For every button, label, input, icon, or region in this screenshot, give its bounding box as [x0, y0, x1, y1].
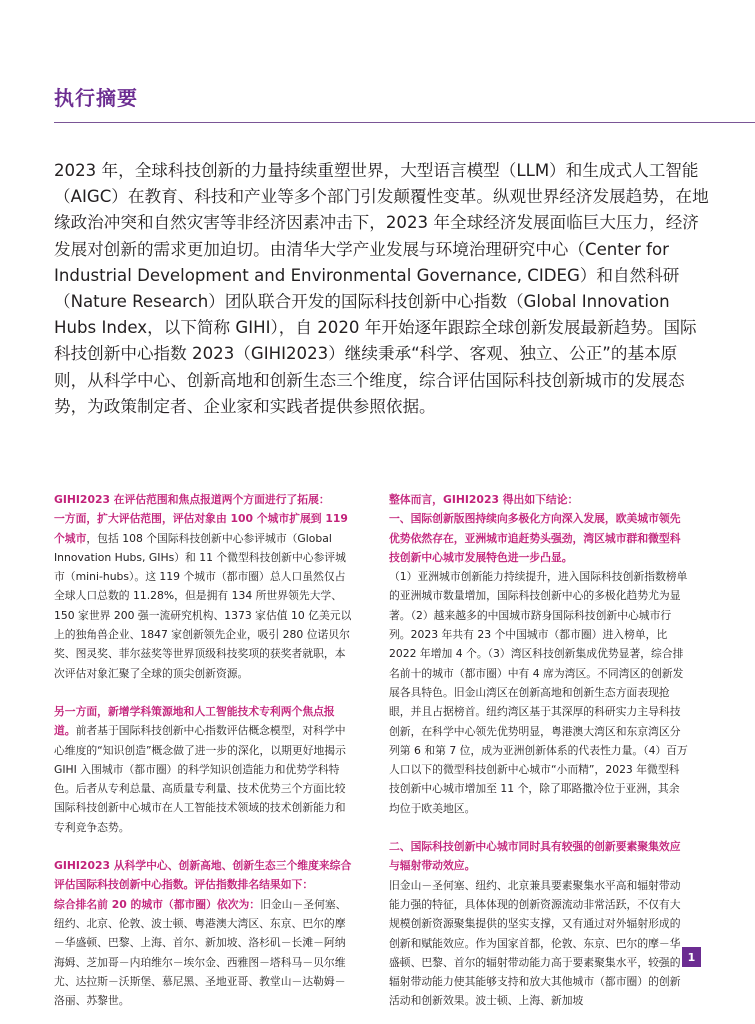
ranking-paragraph	[54, 856, 354, 1010]
ranking-body: 旧金山－圣何塞、纽约、北京、伦敦、波士顿、粤港澳大湾区、东京、巴尔的摩－华盛顿、巴黎、上海、首尔、新加坡、洛杉矶－长滩－阿纳海姆、芝加哥－内珀维尔－埃尔金、西雅图－塔科马－贝尔维尤、达拉斯－沃斯堡、慕尼黑、圣地亚哥、教堂山－达勒姆－洛丽、苏黎世。	[54, 897, 347, 1008]
left-column	[54, 490, 354, 1010]
focus-paragraph	[54, 702, 354, 837]
right-column	[389, 490, 689, 1011]
page-title: 执行摘要	[54, 86, 138, 110]
title-divider	[54, 122, 755, 123]
scope-heading: GIHI2023 在评估范围和焦点报道两个方面进行了拓展：	[54, 493, 330, 506]
conclusion-one-body: （1）亚洲城市创新能力持续提升，进入国际科技创新指数榜单的亚洲城市数量增加，国际科技创新中心的多极化趋势尤为显著。（2）越来越多的中国城市跻身国际科技创新中心城市行列。2023 年共有 23 个中国城市（都市圈）进入榜单，比 2022 年增加 4 个。（3）湾区科技创新集成优势显著，综合排名前十的城市（都市圈）中有 4 席为湾区。不同湾区的创新发展各具特色。旧金山湾区在创新高地和创新生态方面表现抢眼，并且占据榜首。纽约湾区基于其深厚的科研实力主导科技创新，在科学中心领先优势明显，粤港澳大湾区和东京湾区分列第 6 和第 7 位，成为亚洲创新体系的代表性力量。（4）百万人口以下的微型科技创新中心城市“小而精”，2023 年微型科技创新中心城市增加至 11 个，除了耶路撒冷位于亚洲，其余均位于欧美地区。	[389, 570, 688, 815]
ranking-lead: 综合排名前 20 的城市（都市圈）依次为：	[54, 897, 261, 911]
conclusion-two-body: 旧金山－圣何塞、纽约、北京兼具要素聚集水平高和辐射带动能力强的特征，具体体现的创新资源流动非常活跃，不仅有大规模创新资源聚集提供的坚实支撑，又有通过对外辐射形成的创新和赋能效应。作为国家首都，伦敦、东京、巴尔的摩－华盛顿、巴黎、首尔的辐射带动能力高于要素聚集水平，较强的辐射带动能力使其能够支持和放大其他城市（都市圈）的创新活动和创新效果。波士顿、上海、新加坡	[389, 878, 681, 1008]
focus-lead: 另一方面，新增学科策源地和人工智能技术专利两个焦点报道。	[54, 704, 335, 738]
conclusion-one-paragraph	[389, 490, 689, 818]
conclusion-one-lead: 一、国际创新版图持续向多极化方向深入发展，欧美城市领先优势依然存在，亚洲城市追赶势头强劲，湾区城市群和微型科技创新中心城市发展特色进一步凸显。	[389, 512, 681, 564]
page-number: 1	[682, 947, 701, 967]
conclusions-heading: 整体而言，GIHI2023 得出如下结论：	[389, 493, 579, 506]
conclusion-two-lead: 二、国际科技创新中心城市同时具有较强的创新要素聚集效应与辐射带动效应。	[389, 840, 681, 873]
intro-paragraph: 2023 年，全球科技创新的力量持续重塑世界，大型语言模型（LLM）和生成式人工智能（AIGC）在教育、科技和产业等多个部门引发颠覆性变革。纵观世界经济发展趋势，在地缘政治冲突和自然灾害等非经济因素冲击下，2023 年全球经济发展面临巨大压力，经济发展对创新的需求更加迫切。由清华大学产业发展与环境治理研究中心（Center for Industrial Development and Environmental Governance, CIDEG）和自然科研（Nature Research）团队联合开发的国际科技创新中心指数（Global Innovation Hubs Index，以下简称 GIHI），自 2020 年开始逐年跟踪全球创新发展最新趋势。国际科技创新中心指数 2023（GIHI2023）继续秉承“科学、客观、独立、公正”的基本原则，从科学中心、创新高地和创新生态三个维度，综合评估国际科技创新城市的发展态势，为政策制定者、企业家和实践者提供参照依据。	[54, 161, 709, 416]
scope-paragraph	[54, 490, 354, 683]
scope-body: ，包括 108 个国际科技创新中心参评城市（Global Innovation Hubs, GIHs）和 11 个微型科技创新中心参评城市（mini-hubs）。这 119 个城市（都市圈）总人口虽然仅占全球人口总数的 11.28%，但是拥有 134 所世界领先大学、150 家世界 200 强一流研究机构、1373 家估值 10 亿美元以上的独角兽企业、1847 家创新领先企业，吸引 280 位诺贝尔奖、图灵奖、菲尔兹奖等世界顶级科技奖项的获奖者就职，本次评估对象汇聚了全球的顶尖创新资源。	[54, 531, 352, 680]
ranking-heading: GIHI2023 从科学中心、创新高地、创新生态三个维度来综合评估国际科技创新中心指数。评估指数排名结果如下：	[54, 859, 352, 892]
focus-body: 前者基于国际科技创新中心指数评估概念模型，对科学中心维度的“知识创造”概念做了进一步的深化，以期更好地揭示 GIHI 入围城市（都市圈）的科学知识创造能力和优势学科特色。后者从专利总量、高质量专利量、技术优势三个方面比较国际科技创新中心城市在人工智能技术领域的技术创新能力和专利竞争态势。	[54, 724, 346, 834]
conclusion-two-paragraph	[389, 837, 689, 1011]
scope-lead: 一方面，扩大评估范围，评估对象由 100 个城市扩展到 119 个城市	[54, 512, 348, 545]
